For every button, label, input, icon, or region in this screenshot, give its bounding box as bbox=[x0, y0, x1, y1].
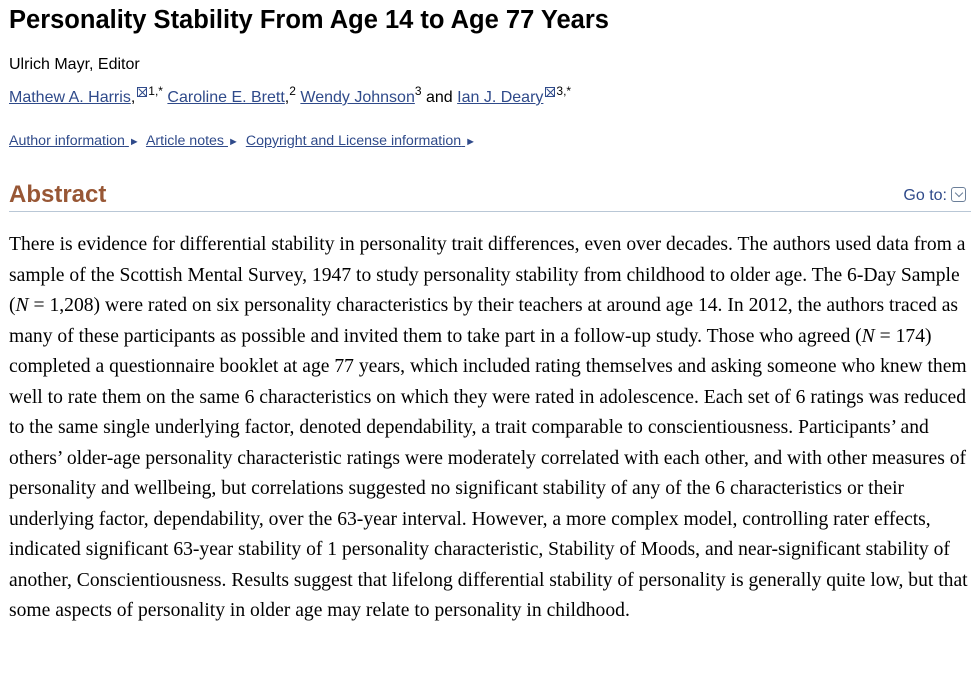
abstract-text-part-1: There is evidence for differential stability in personality trait differences, even over decades. The authors used data from a sample of the Scottish Mental Survey, 1947 to study personality stability from childhood to older age. The 6-Day Sample ( bbox=[9, 234, 966, 316]
sample-size-symbol: N bbox=[861, 325, 875, 347]
author-information-link[interactable] bbox=[9, 133, 140, 149]
author-affiliation-sup: 3,* bbox=[556, 84, 572, 98]
article-meta-links bbox=[9, 132, 479, 151]
mail-icon[interactable] bbox=[545, 87, 555, 97]
author-separator: and bbox=[425, 89, 453, 106]
triangle-right-icon: ► bbox=[128, 136, 140, 148]
author-link-johnson[interactable]: Wendy Johnson bbox=[300, 89, 415, 106]
article-title: Personality Stability From Age 14 to Age 77 Years bbox=[9, 6, 609, 34]
triangle-right-icon: ► bbox=[465, 136, 476, 148]
abstract-section-header bbox=[9, 180, 971, 212]
author-link-brett[interactable]: Caroline E. Brett bbox=[167, 89, 285, 106]
goto-menu-button[interactable] bbox=[903, 186, 966, 206]
author-information-label: Author information bbox=[9, 133, 125, 149]
goto-label: Go to: bbox=[903, 187, 947, 204]
copyright-license-label: Copyright and License information bbox=[245, 133, 462, 149]
abstract-heading: Abstract bbox=[9, 181, 107, 208]
author-affiliation-sup: 3 bbox=[414, 84, 422, 98]
abstract-text-part-3: = 174) completed a questionnaire booklet at age 77 years, which included rating themselves and asking someone who knew them well to rate them on the same 6 characteristics on which they were rated in adolescence. Each set of 6 ratings was reduced to the same single underlying factor, denoted dependability, a trait comparable to conscientiousness. Participants’ and others’ older-age personality characteristic ratings were moderately correlated with each other, and with other measures of personality and wellbeing, but correlations suggested no significant stability of any of the 6 characteristics or their underlying factor, dependability, over the 63-year interval. However, a more complex model, controlling rater effects, indicated significant 63-year stability of 1 personality characteristic, Stability of Moods, and near-significant stability of another, Conscientiousness. Results suggest that lifelong differential stability of personality is generally quite low, but that some aspects of personality in older age may relate to personality in childhood. bbox=[9, 325, 968, 621]
editor-line: Ulrich Mayr, Editor bbox=[9, 56, 140, 73]
author-link-deary[interactable]: Ian J. Deary bbox=[457, 89, 544, 106]
author-link-harris[interactable]: Mathew A. Harris bbox=[9, 89, 131, 106]
abstract-text-part-2: = 1,208) were rated on six personality characteristics by their teachers at around age 14. In 2012, the authors traced as many of these participants as possible and invited them to take part in a follow-up study. Those who agreed ( bbox=[9, 295, 959, 347]
author-separator: , bbox=[284, 89, 290, 106]
sample-size-symbol: N bbox=[15, 295, 29, 316]
author-affiliation-sup: 1,* bbox=[148, 84, 163, 98]
mail-icon[interactable] bbox=[137, 87, 147, 97]
article-notes-link[interactable] bbox=[146, 133, 239, 149]
author-list bbox=[9, 86, 571, 110]
chevron-down-icon[interactable] bbox=[951, 187, 966, 202]
article-notes-label: Article notes bbox=[145, 133, 225, 149]
copyright-license-link[interactable] bbox=[246, 133, 476, 149]
author-separator: , bbox=[130, 89, 136, 106]
triangle-right-icon: ► bbox=[227, 136, 239, 148]
abstract-text bbox=[9, 230, 971, 627]
author-affiliation-sup: 2 bbox=[289, 84, 296, 98]
